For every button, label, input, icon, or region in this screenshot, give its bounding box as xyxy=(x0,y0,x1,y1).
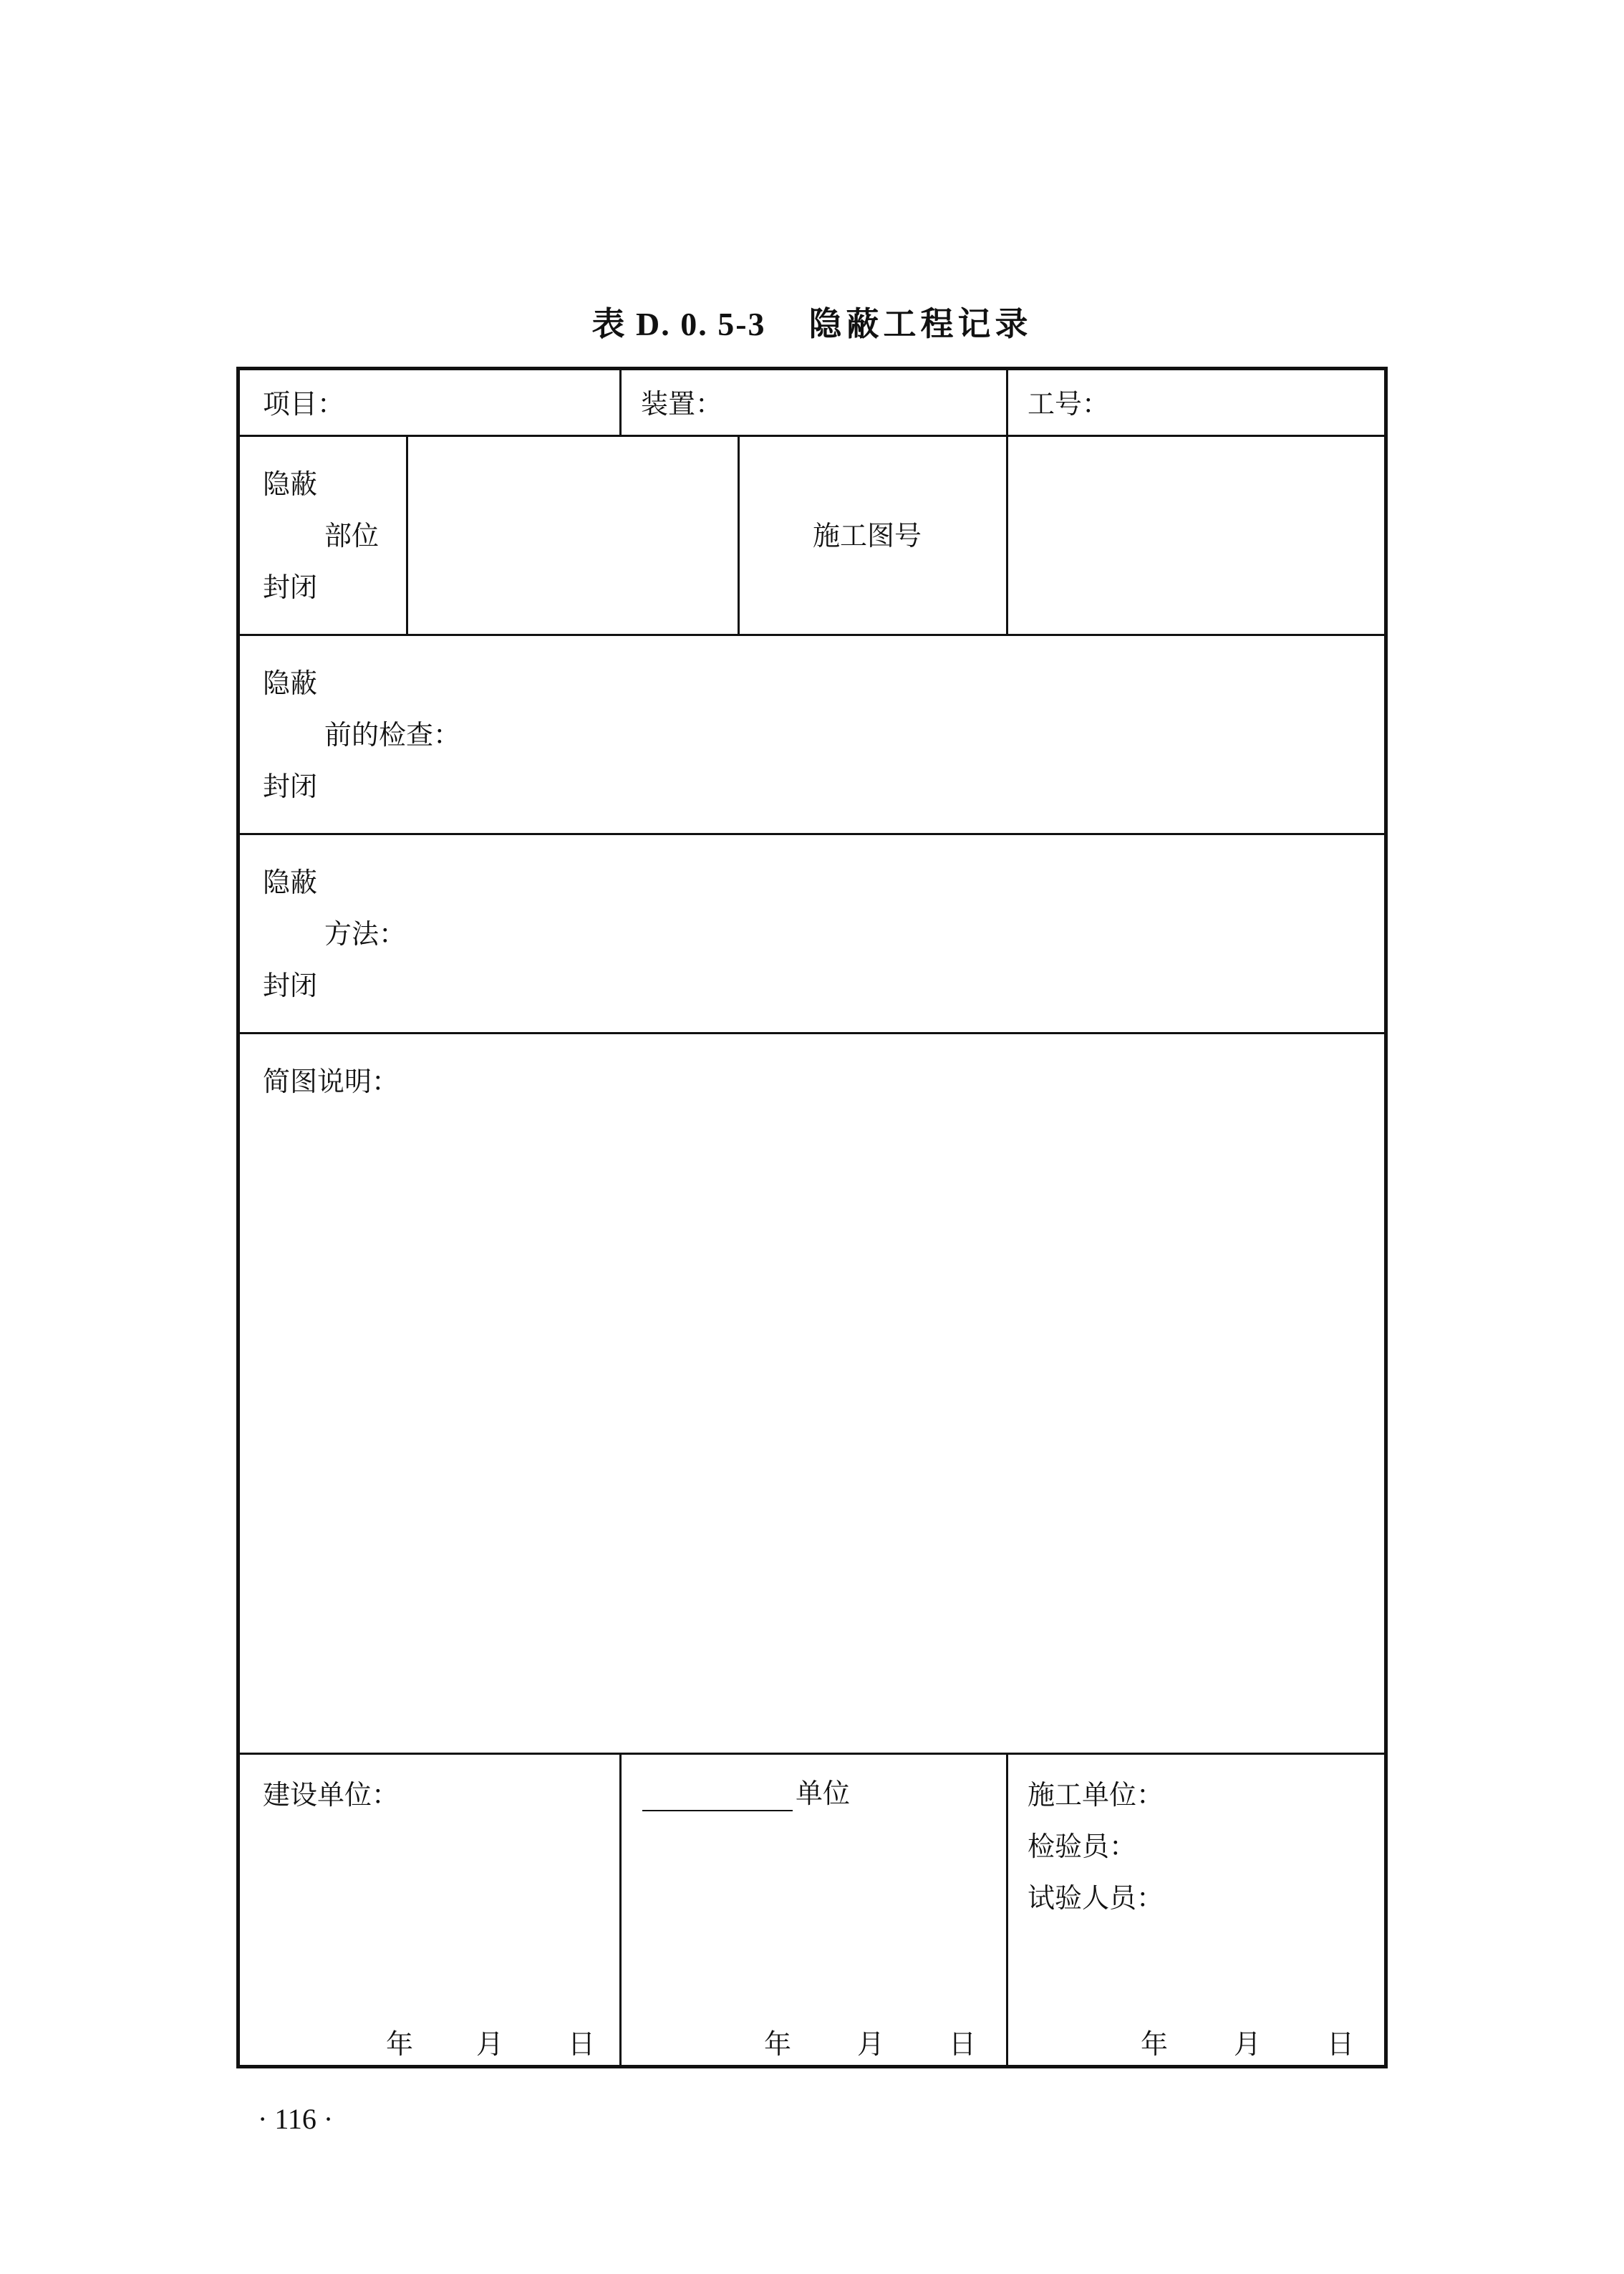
drawing-no-label: 施工图号 xyxy=(813,520,922,551)
row-divider-1 xyxy=(240,435,1384,437)
unit-date-month: 月 xyxy=(857,2028,885,2060)
inspector-label: 检验员： xyxy=(1028,1831,1137,1862)
inspection-line1: 隐蔽 xyxy=(263,668,318,699)
work-no-label: 工号： xyxy=(1028,388,1110,420)
row-divider-3 xyxy=(240,833,1384,835)
owner-label: 建设单位： xyxy=(263,1779,400,1811)
inspection-line2: 前的检查： xyxy=(324,719,461,751)
location-line2: 部位 xyxy=(324,520,380,551)
contractor-date-year: 年 xyxy=(1141,2028,1169,2060)
owner-date-day: 日 xyxy=(568,2028,596,2060)
project-label: 项目： xyxy=(263,388,345,420)
sketch-label: 简图说明： xyxy=(263,1066,400,1097)
table-name: 隐蔽工程记录 xyxy=(808,304,1033,343)
unit-date-year: 年 xyxy=(764,2028,792,2060)
unit-date-day: 日 xyxy=(949,2028,977,2060)
table-number: 表 D. 0. 5-3 xyxy=(591,306,766,342)
tester-label: 试验人员： xyxy=(1028,1882,1164,1914)
method-line3: 封闭 xyxy=(263,970,318,1001)
location-line3: 封闭 xyxy=(263,572,318,603)
row-divider-4 xyxy=(240,1032,1384,1034)
method-line2: 方法： xyxy=(324,918,407,950)
col-divider-header-2 xyxy=(1006,370,1008,635)
contractor-date-day: 日 xyxy=(1327,2028,1355,2060)
contractor-date-month: 月 xyxy=(1234,2028,1262,2060)
row-divider-2 xyxy=(240,634,1384,636)
row-divider-5 xyxy=(240,1753,1384,1755)
method-line1: 隐蔽 xyxy=(263,867,318,898)
contractor-label: 施工单位： xyxy=(1028,1779,1164,1811)
col-divider-sign-1 xyxy=(619,1754,622,2068)
col-divider-sign-2 xyxy=(1006,1754,1008,2068)
owner-date-year: 年 xyxy=(386,2028,414,2060)
blank-unit-label: 单位 xyxy=(796,1778,851,1809)
owner-date-month: 月 xyxy=(476,2028,504,2060)
col-divider-location-2 xyxy=(738,436,740,635)
unit-blank-line xyxy=(642,1810,793,1811)
page-number: · 116 · xyxy=(258,2103,334,2135)
inspection-line3: 封闭 xyxy=(263,771,318,802)
table-title xyxy=(0,298,1624,345)
record-form xyxy=(236,367,1388,2068)
col-divider-header-1 xyxy=(619,370,622,436)
location-line1: 隐蔽 xyxy=(263,468,318,500)
device-label: 装置： xyxy=(641,388,723,420)
col-divider-location-1 xyxy=(406,436,408,635)
